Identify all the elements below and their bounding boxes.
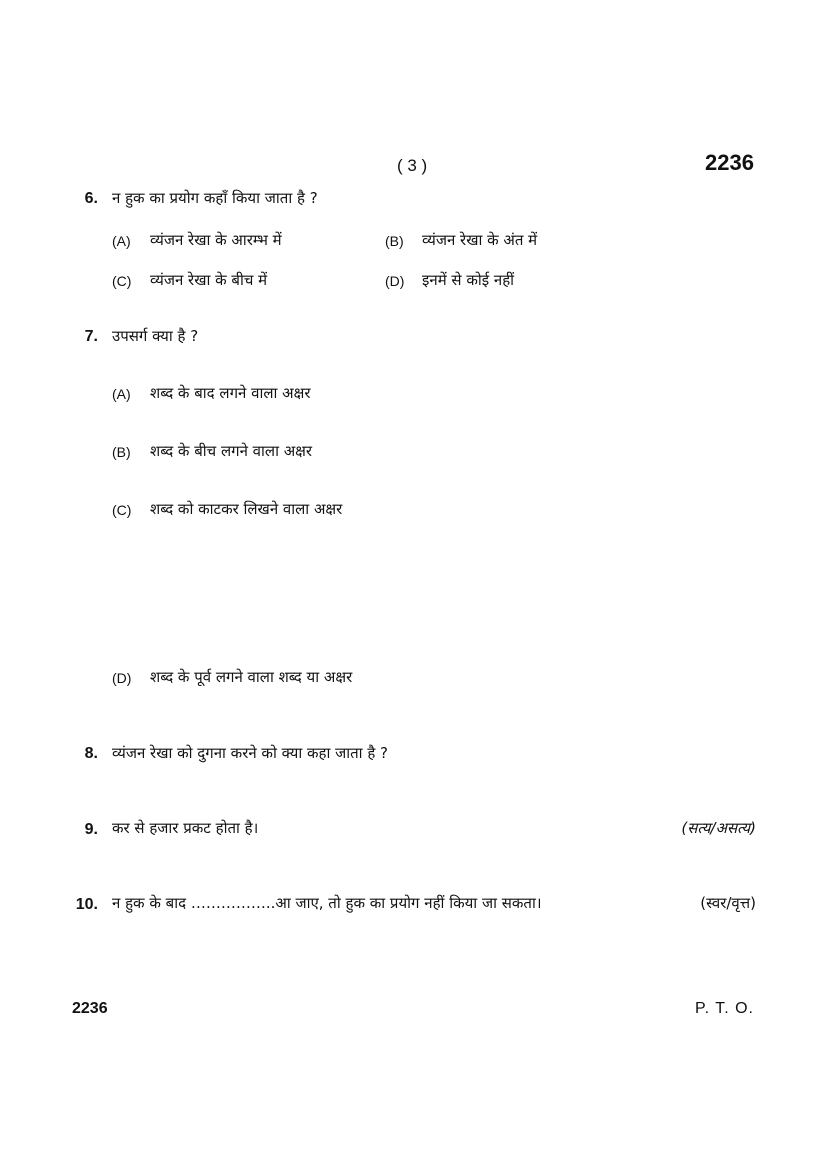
q6-option-d-label: (D) (385, 273, 405, 289)
q6-option-c-label: (C) (112, 273, 132, 289)
q7-option-a-label: (A) (112, 386, 131, 402)
pto-label: P. T. O. (695, 1000, 754, 1017)
question-10-number: 10. (75, 896, 98, 913)
q7-option-d-text: शब्द के पूर्व लगने वाला शब्द या अक्षर (150, 668, 353, 686)
question-7-text: उपसर्ग क्या है ? (112, 327, 199, 345)
q6-option-d-text: इनमें से कोई नहीं (422, 271, 515, 289)
paper-code-footer: 2236 (72, 1000, 108, 1017)
question-6-text: न हुक का प्रयोग कहाँ किया जाता है ? (112, 189, 318, 207)
q7-option-b-text: शब्द के बीच लगने वाला अक्षर (150, 442, 313, 460)
q7-option-d-label: (D) (112, 670, 132, 686)
question-9-text: कर से हजार प्रकट होता है। (112, 819, 259, 837)
question-7-number: 7. (84, 328, 98, 345)
q7-option-c-text: शब्द को काटकर लिखने वाला अक्षर (150, 500, 343, 518)
question-6-number: 6. (84, 190, 98, 207)
paper-code-header: 2236 (705, 150, 754, 175)
q7-option-b-label: (B) (112, 444, 131, 460)
question-9-hint: (सत्य/असत्य) (681, 819, 756, 837)
question-8-number: 8. (84, 745, 98, 762)
q6-option-a-label: (A) (112, 233, 131, 249)
q6-option-b-label: (B) (385, 233, 404, 249)
q6-option-c-text: व्यंजन रेखा के बीच में (150, 271, 268, 289)
question-9-number: 9. (84, 821, 98, 838)
q7-option-c-label: (C) (112, 502, 132, 518)
q6-option-b-text: व्यंजन रेखा के अंत में (422, 231, 538, 249)
q7-option-a-text: शब्द के बाद लगने वाला अक्षर (150, 384, 311, 402)
q6-option-a-text: व्यंजन रेखा के आरम्भ में (150, 231, 282, 249)
page-number: ( 3 ) (397, 156, 428, 175)
question-10-hint: (स्वर/वृत्त) (700, 894, 756, 912)
question-8-text: व्यंजन रेखा को दुगना करने को क्या कहा जाता है ? (112, 744, 389, 762)
question-10-text: न हुक के बाद ……………..आ जाए, तो हुक का प्रयोग नहीं किया जा सकता। (112, 894, 542, 912)
